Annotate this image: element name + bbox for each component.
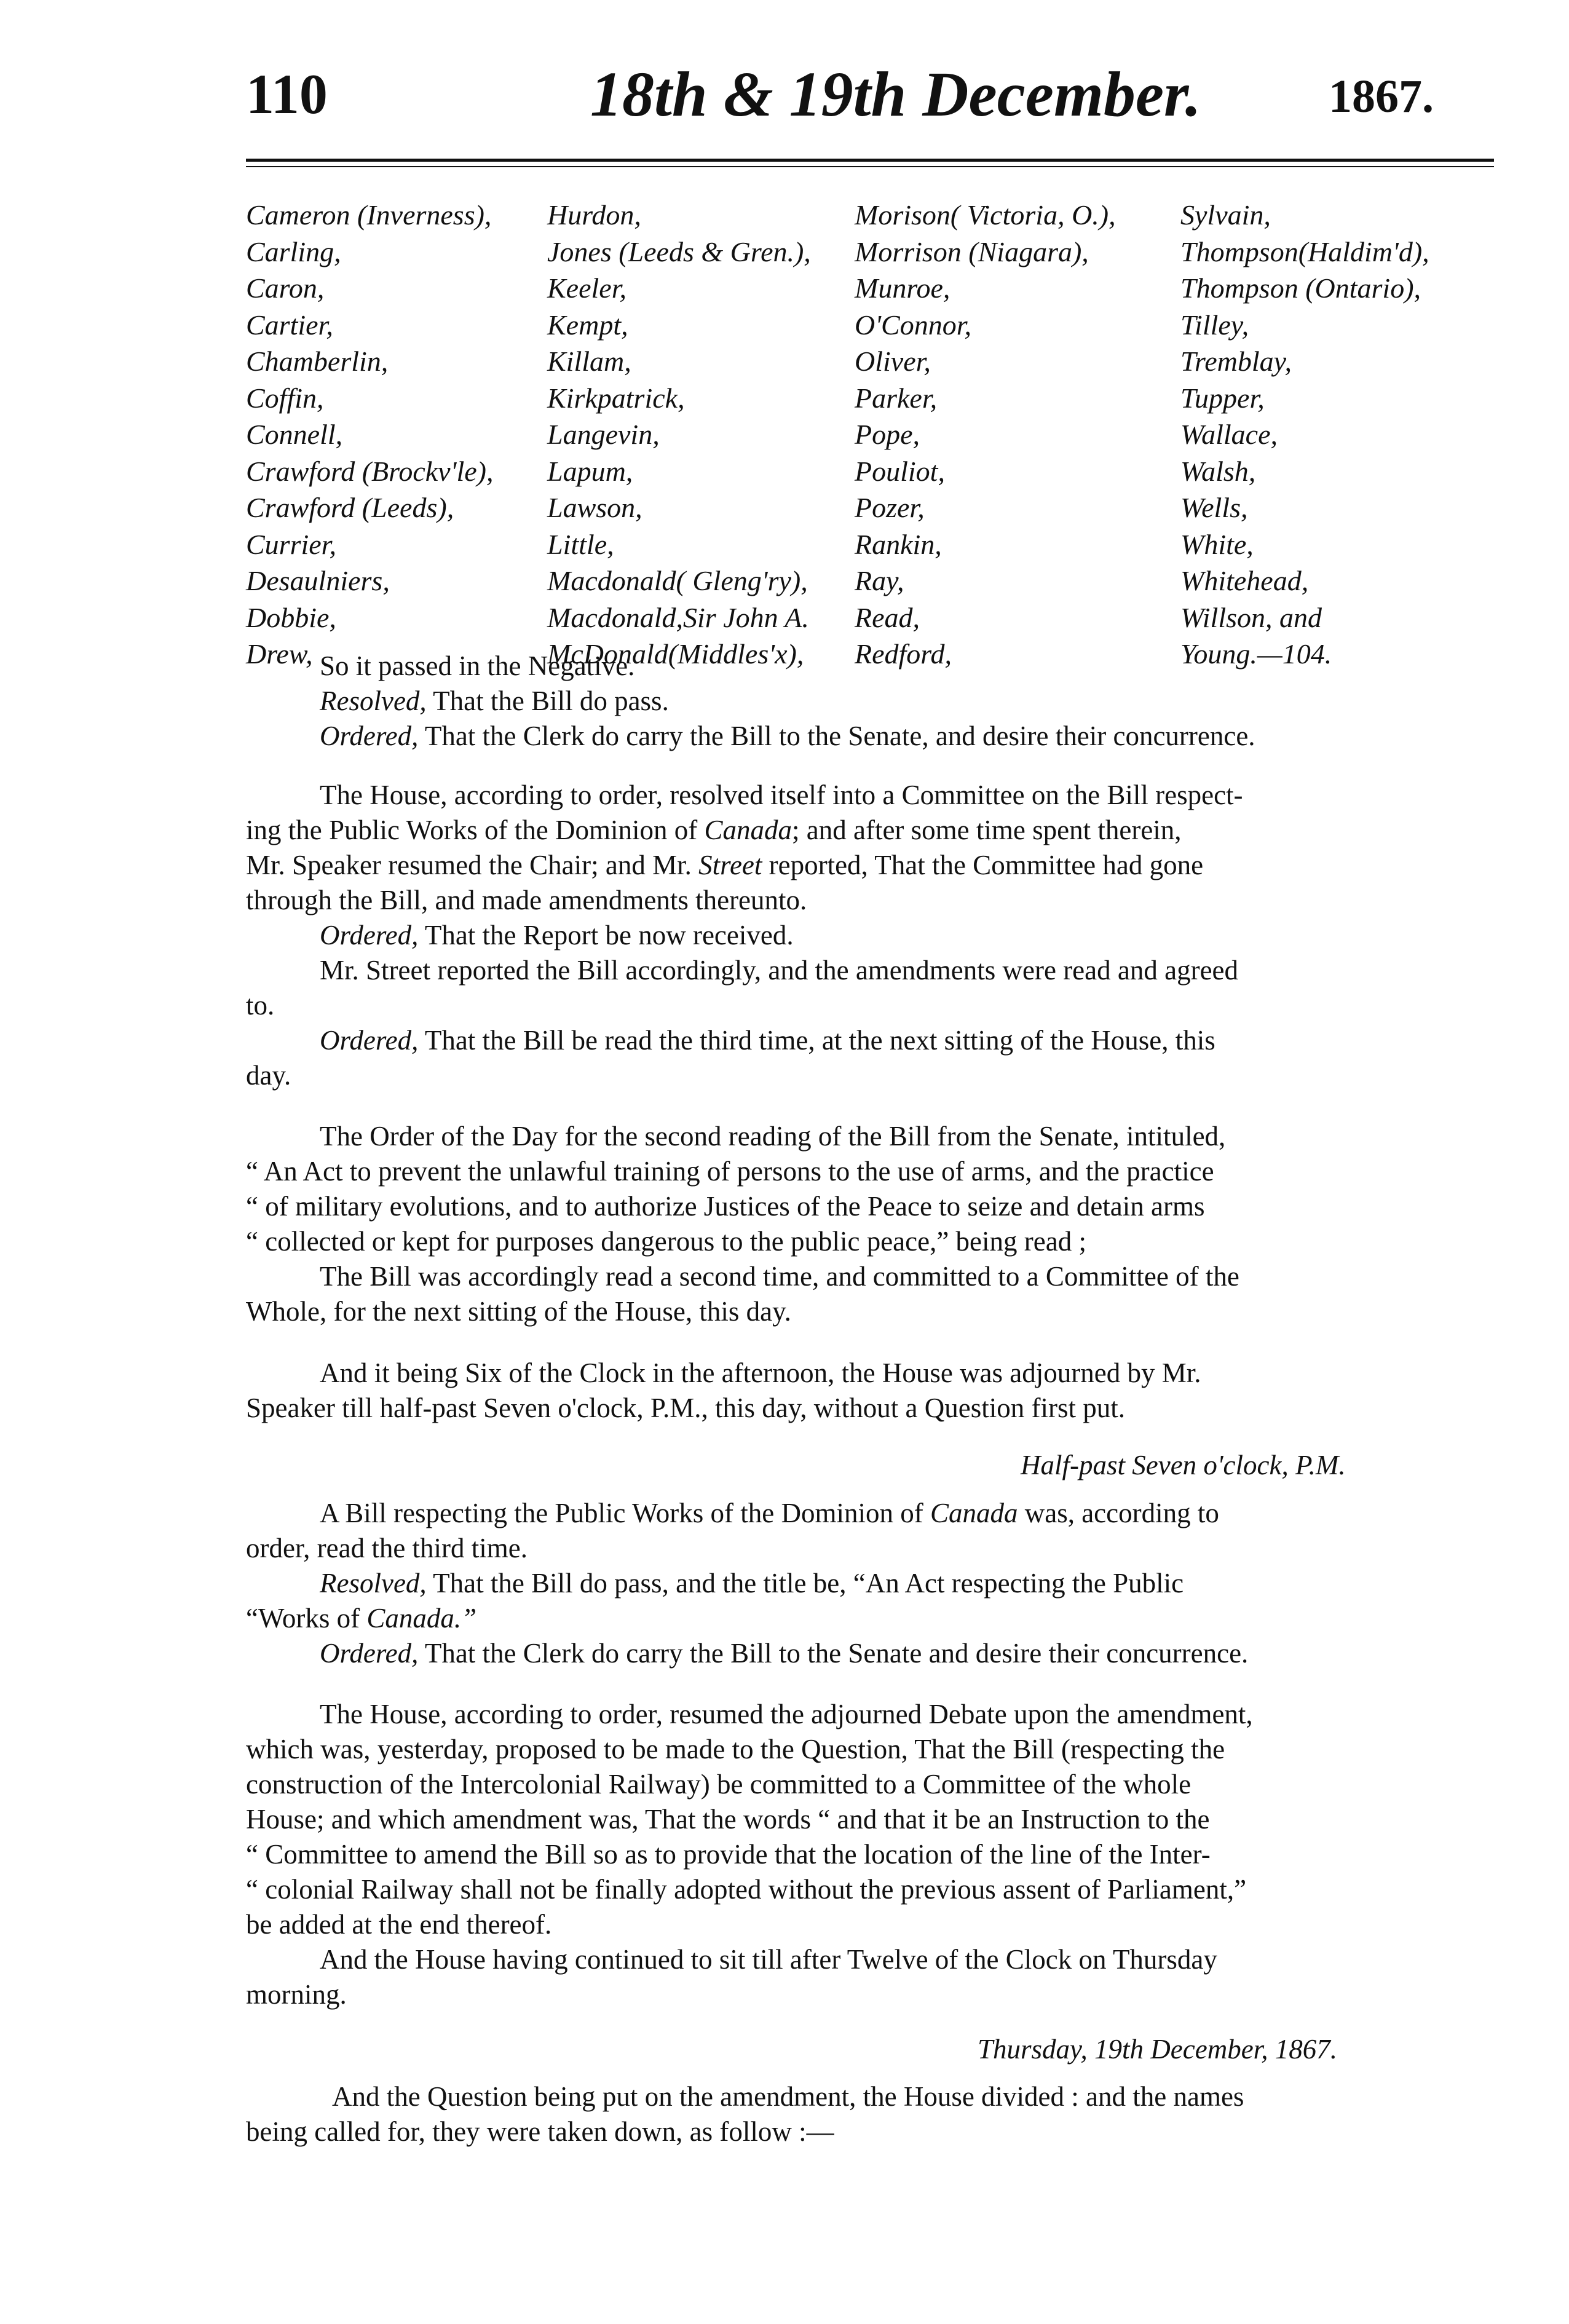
member-name: Thompson (Ontario), [1180, 272, 1421, 304]
member-name: Crawford (Brockv'le), [246, 455, 494, 487]
paragraph-line: being called for, they were taken down, as follow :— [246, 2116, 834, 2147]
ordered-line: Ordered, That the Clerk do carry the Bill to the Senate and desire their concurrence. [320, 1638, 1249, 1669]
member-name: Carling, [246, 235, 341, 267]
paragraph-line: which was, yesterday, proposed to be made to the Question, That the Bill (respecting the [246, 1734, 1225, 1765]
member-name: Pope, [855, 419, 920, 450]
member-name: Currier, [246, 528, 336, 560]
paragraph-line: through the Bill, and made amendments thereunto. [246, 885, 807, 915]
member-name: Oliver, [855, 346, 931, 377]
member-name: Little, [547, 528, 614, 560]
page-header [246, 61, 1495, 129]
paragraph-line: to. [246, 990, 275, 1021]
sitting-date-heading: Thursday, 19th December, 1867. [978, 2034, 1337, 2065]
member-name: O'Connor, [855, 309, 972, 341]
name-row [246, 308, 1500, 345]
header-rule-thin [246, 166, 1494, 167]
header-rule-thick [246, 159, 1494, 162]
member-name: Ray, [855, 565, 904, 596]
member-name: Kempt, [547, 309, 628, 341]
member-name: Connell, [246, 419, 343, 450]
member-name: Lawson, [547, 492, 642, 523]
name-row [246, 198, 1500, 235]
member-name: Whitehead, [1180, 565, 1309, 596]
paragraph-line: House; and which amendment was, That the words “ and that it be an Instruction to the [246, 1804, 1210, 1835]
member-name: Keeler, [547, 272, 627, 304]
member-name: Willson, and [1180, 601, 1322, 633]
ordered-line: Ordered, That the Report be now received. [320, 920, 794, 951]
paragraph-line: The Bill was accordingly read a second time, and committed to a Committee of the [320, 1261, 1239, 1292]
paragraph-line: Whole, for the next sitting of the House, this day. [246, 1296, 791, 1327]
member-name: Coffin, [246, 382, 324, 414]
member-name: Macdonald( Gleng'ry), [547, 565, 808, 596]
member-name: Caron, [246, 272, 325, 304]
member-name: Hurdon, [547, 199, 641, 231]
name-row [246, 344, 1500, 381]
paragraph-line: The House, according to order, resumed the adjourned Debate upon the amendment, [320, 1699, 1253, 1729]
paragraph-line: And the House having continued to sit till after Twelve of the Clock on Thursday [320, 1944, 1217, 1975]
member-name: Killam, [547, 346, 631, 377]
name-row [246, 235, 1500, 272]
ordered-line: Ordered, That the Clerk do carry the Bill to the Senate, and desire their concurrence. [320, 721, 1255, 751]
header-year: 1867. [1329, 71, 1434, 122]
member-name: Cartier, [246, 309, 333, 341]
sitting-time-heading: Half-past Seven o'clock, P.M. [1021, 1450, 1346, 1480]
paragraph-line: order, read the third time. [246, 1533, 528, 1563]
member-name: White, [1180, 528, 1254, 560]
running-title: 18th & 19th December. [590, 59, 1201, 130]
name-row [246, 564, 1500, 601]
paragraph-line: Mr. Speaker resumed the Chair; and Mr. Street reported, That the Committee had gone [246, 850, 1204, 880]
name-row [246, 601, 1500, 638]
member-name: Macdonald,Sir John A. [547, 601, 809, 633]
member-name: Pozer, [855, 492, 925, 523]
name-row [246, 454, 1500, 491]
member-name: Lapum, [547, 455, 633, 487]
paragraph-line: The House, according to order, resolved itself into a Committee on the Bill respect- [320, 780, 1243, 810]
paragraph-line: “Works of Canada.” [246, 1603, 477, 1634]
member-name: Munroe, [855, 272, 950, 304]
paragraph-line: Speaker till half-past Seven o'clock, P.M., this day, without a Question first put. [246, 1393, 1125, 1423]
member-name: Rankin, [855, 528, 942, 560]
paragraph-line: “ collected or kept for purposes dangerous to the public peace,” being read ; [246, 1226, 1086, 1257]
name-row [246, 271, 1500, 308]
division-names-list [246, 198, 1500, 674]
member-name: Tupper, [1180, 382, 1265, 414]
paragraph-line: “ colonial Railway shall not be finally adopted without the previous assent of Parliament,” [246, 1874, 1247, 1905]
name-row [246, 381, 1500, 418]
member-name: Morison( Victoria, O.), [855, 199, 1116, 231]
member-name: Read, [855, 601, 920, 633]
resolved-line: Resolved, That the Bill do pass, and the title be, “An Act respecting the Public [320, 1568, 1184, 1599]
page-number: 110 [246, 63, 328, 125]
member-name: Kirkpatrick, [547, 382, 685, 414]
paragraph-line: ing the Public Works of the Dominion of Canada; and after some time spent therein, [246, 815, 1182, 845]
member-name: Jones (Leeds & Gren.), [547, 235, 811, 267]
member-name: Desaulniers, [246, 565, 390, 596]
name-row [246, 491, 1500, 528]
paragraph-line: be added at the end thereof. [246, 1909, 552, 1940]
negative-result: So it passed in the Negative. [320, 650, 635, 681]
paragraph-line: morning. [246, 1979, 347, 2010]
member-name: Redford, [855, 638, 952, 670]
member-name: Cameron (Inverness), [246, 199, 492, 231]
paragraph-line: day. [246, 1060, 291, 1091]
member-name: McDonald(Middles'x), [547, 638, 804, 670]
paragraph-line: Mr. Street reported the Bill accordingly, and the amendments were read and agreed [320, 955, 1239, 986]
member-name: Young.—104. [1180, 638, 1332, 670]
paragraph-line: A Bill respecting the Public Works of the Dominion of Canada was, according to [320, 1498, 1219, 1528]
paragraph-line: The Order of the Day for the second reading of the Bill from the Senate, intituled, [320, 1121, 1226, 1152]
member-name: Morrison (Niagara), [855, 235, 1089, 267]
name-row [246, 417, 1500, 454]
member-name: Pouliot, [855, 455, 945, 487]
member-name: Parker, [855, 382, 938, 414]
paragraph-line: “ An Act to prevent the unlawful training of persons to the use of arms, and the practice [246, 1156, 1214, 1187]
name-row [246, 528, 1500, 564]
member-name: Tremblay, [1180, 346, 1292, 377]
paragraph-line: construction of the Intercolonial Railway) be committed to a Committee of the whole [246, 1769, 1192, 1800]
ordered-line: Ordered, That the Bill be read the third time, at the next sitting of the House, this [320, 1025, 1215, 1056]
member-name: Wallace, [1180, 419, 1278, 450]
paragraph-line: “ of military evolutions, and to authorize Justices of the Peace to seize and detain arms [246, 1191, 1205, 1222]
member-name: Walsh, [1180, 455, 1256, 487]
member-name: Dobbie, [246, 601, 336, 633]
member-name: Drew, [246, 638, 313, 670]
member-name: Langevin, [547, 419, 660, 450]
paragraph-line: “ Committee to amend the Bill so as to provide that the location of the line of the Inter- [246, 1839, 1211, 1870]
member-name: Thompson(Haldim'd), [1180, 235, 1429, 267]
member-name: Wells, [1180, 492, 1248, 523]
paragraph-line: And it being Six of the Clock in the afternoon, the House was adjourned by Mr. [320, 1358, 1201, 1388]
member-name: Sylvain, [1180, 199, 1271, 231]
resolved-line: Resolved, That the Bill do pass. [320, 686, 669, 716]
member-name: Chamberlin, [246, 346, 389, 377]
member-name: Tilley, [1180, 309, 1249, 341]
paragraph-line: And the Question being put on the amendment, the House divided : and the names [332, 2081, 1244, 2112]
member-name: Crawford (Leeds), [246, 492, 454, 523]
